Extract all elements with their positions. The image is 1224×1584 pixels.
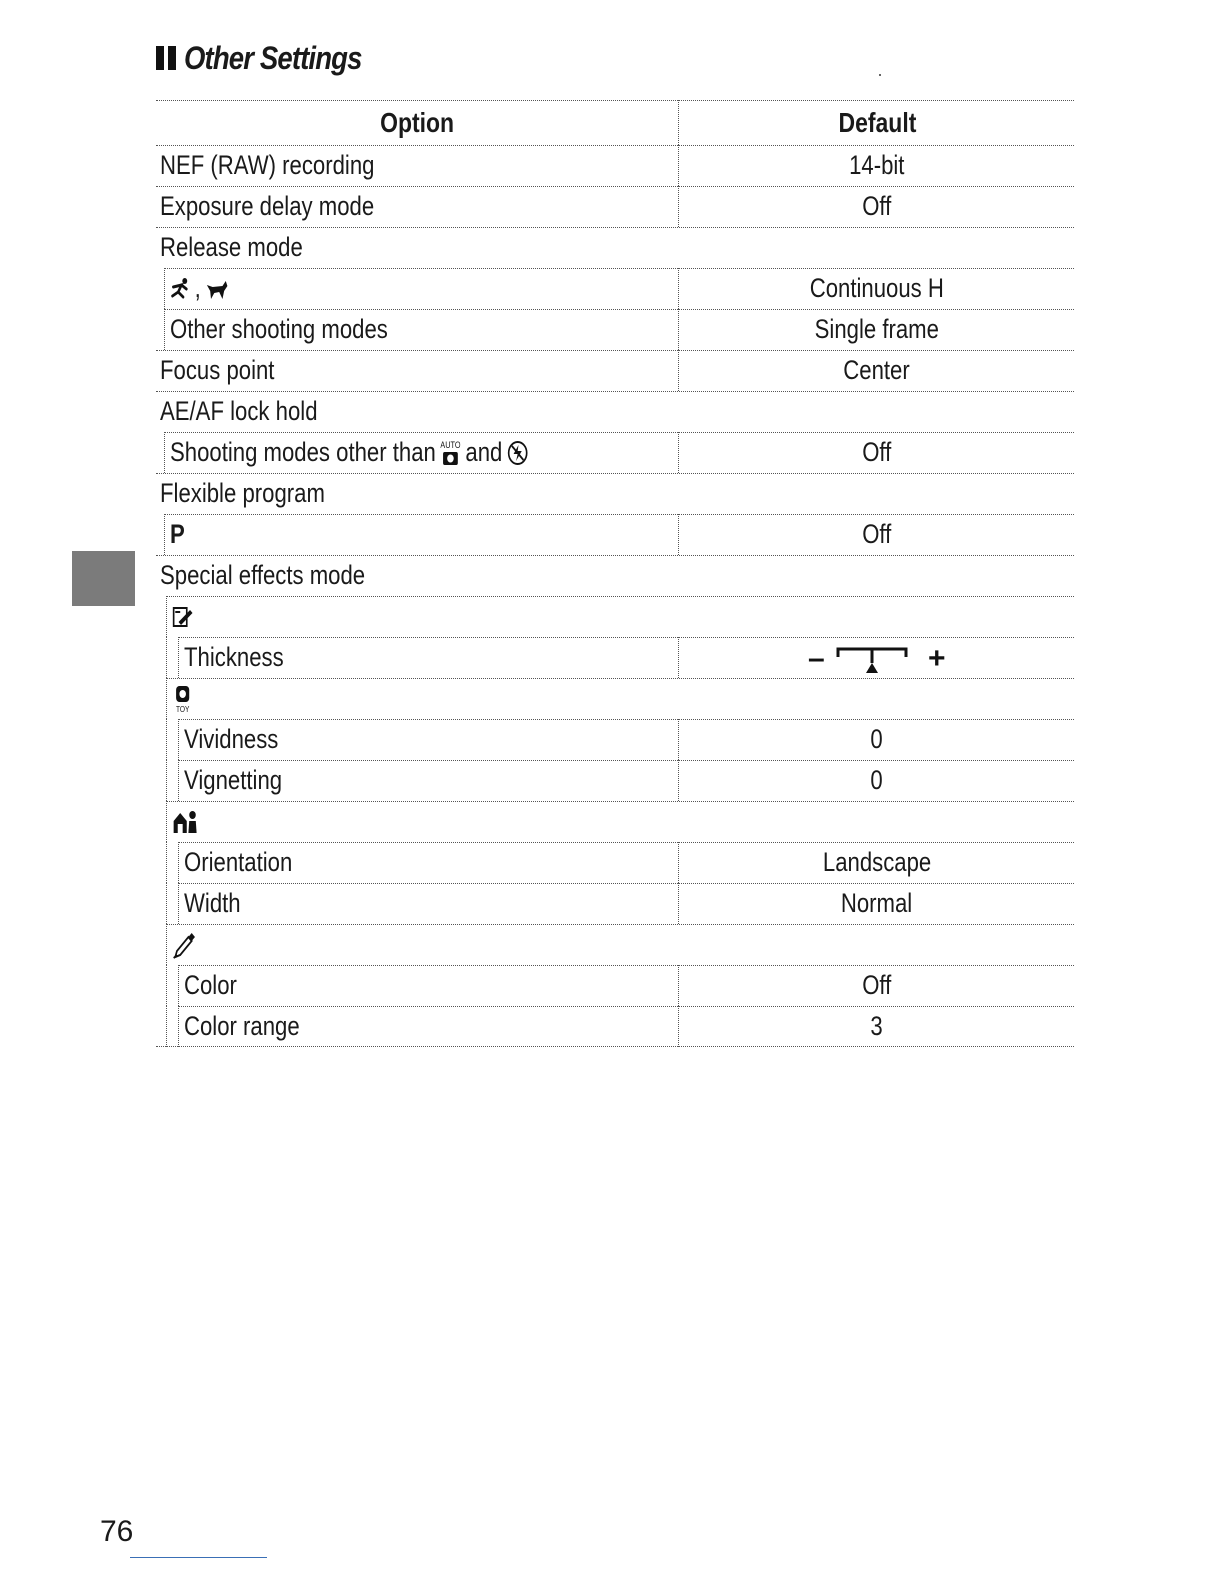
option-label: Special effects mode <box>160 560 366 590</box>
default-value: Off <box>862 970 892 1000</box>
section-heading <box>156 38 390 78</box>
option-label <box>172 678 193 719</box>
table-row <box>156 678 1074 719</box>
option-label <box>172 596 193 637</box>
table-row <box>156 760 1074 801</box>
option-label: Orientation <box>184 847 293 877</box>
table-header-row <box>156 100 1074 145</box>
print-speck <box>879 74 881 76</box>
option-column-header: Option <box>380 106 454 138</box>
table-row <box>156 350 1074 391</box>
table-row <box>156 309 1074 350</box>
table-row <box>156 514 1074 555</box>
default-value: Off <box>862 519 892 549</box>
option-label: Flexible program <box>160 478 325 508</box>
default-value: Off <box>862 191 892 221</box>
svg-text:+: + <box>928 641 946 675</box>
default-value: 3 <box>870 1011 884 1041</box>
default-value: 0 <box>870 765 884 795</box>
table-row <box>156 391 1074 432</box>
program-mode-label: P <box>170 519 185 549</box>
table-row <box>156 801 1074 842</box>
table-row <box>156 842 1074 883</box>
table-row <box>156 924 1074 965</box>
table-row <box>156 965 1074 1006</box>
default-value: 0 <box>870 724 884 754</box>
default-column-header: Default <box>838 106 916 138</box>
selective-color-icon <box>172 931 197 959</box>
pet-portrait-icon <box>204 277 229 301</box>
sports-mode-icon <box>170 277 191 301</box>
option-label: Vignetting <box>184 765 283 795</box>
table-row <box>156 596 1074 637</box>
default-value: Single frame <box>814 314 940 344</box>
heading-marker-icon <box>156 46 176 70</box>
table-row <box>156 473 1074 514</box>
table-row <box>156 268 1074 309</box>
option-label: Width <box>184 888 241 918</box>
thumb-index-tab <box>72 551 135 606</box>
table-row <box>156 186 1074 227</box>
table-row <box>156 145 1074 186</box>
option-label: , <box>170 268 229 309</box>
default-value: 14-bit <box>849 150 905 180</box>
flash-off-mode-icon <box>507 440 528 466</box>
section-title: Other Settings <box>184 39 362 76</box>
default-value: Landscape <box>822 847 932 877</box>
option-label: NEF (RAW) recording <box>160 150 375 180</box>
toy-camera-effect-icon <box>172 684 193 714</box>
default-value: Center <box>843 355 911 385</box>
default-value: Off <box>862 437 892 467</box>
thickness-slider-icon <box>802 641 952 675</box>
default-value: Normal <box>841 888 913 918</box>
table-row <box>156 555 1074 596</box>
default-value: Continuous H <box>809 273 945 303</box>
table-row <box>156 883 1074 924</box>
page-number-rule <box>130 1557 267 1558</box>
table-row <box>156 637 1074 678</box>
table-row <box>156 432 1074 473</box>
table-row <box>156 1006 1074 1047</box>
color-sketch-icon <box>172 604 193 630</box>
option-label <box>172 924 197 965</box>
option-label: Color <box>184 970 237 1000</box>
option-label: Exposure delay mode <box>160 191 375 221</box>
option-label: Other shooting modes <box>170 314 388 344</box>
table-row <box>156 227 1074 268</box>
option-label: Vividness <box>184 724 279 754</box>
option-label: AE/AF lock hold <box>160 396 318 426</box>
option-label: Shooting modes other than AUTO and <box>170 432 529 473</box>
settings-table <box>156 100 1074 1047</box>
option-label: Thickness <box>184 642 284 672</box>
svg-text:–: – <box>808 641 825 675</box>
option-label: Focus point <box>160 355 275 385</box>
table-row <box>156 719 1074 760</box>
svg-text:AUTO: AUTO <box>440 439 461 450</box>
option-label: Release mode <box>160 232 303 262</box>
option-label: Color range <box>184 1011 300 1041</box>
option-label <box>172 801 198 842</box>
default-value <box>680 637 1074 678</box>
miniature-effect-icon <box>172 809 198 835</box>
svg-text:TOY: TOY <box>175 703 190 714</box>
auto-mode-icon <box>441 439 461 467</box>
page-number: 76 <box>100 1515 134 1548</box>
